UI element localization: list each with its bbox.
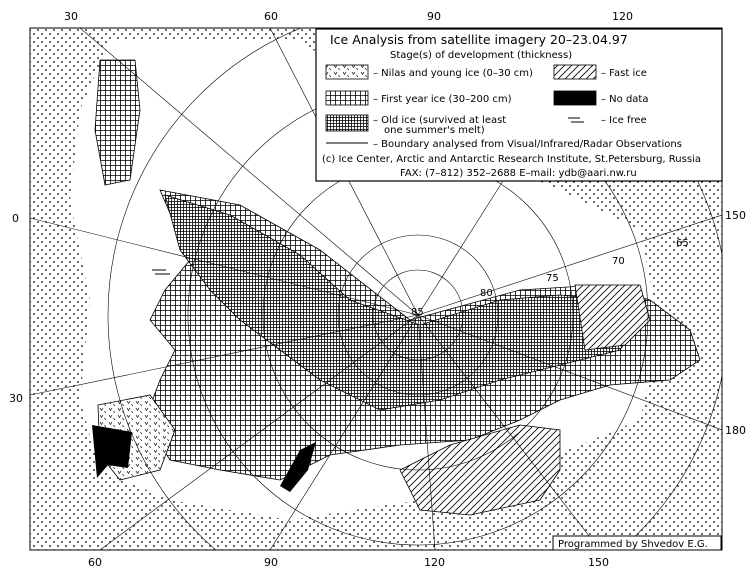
left-label-30: 30 xyxy=(9,392,23,405)
legend-label-nodata: – No data xyxy=(601,94,649,105)
bottom-label-120: 120 xyxy=(424,556,445,569)
lat-label-65: 65 xyxy=(676,238,689,249)
bottom-label-150: 150 xyxy=(588,556,609,569)
legend-label-nilas: – Nilas and young ice (0–30 cm) xyxy=(373,68,533,79)
legend-swatch-fast xyxy=(554,65,596,79)
lat-label-70: 70 xyxy=(612,256,625,267)
legend-label-fast: – Fast ice xyxy=(601,68,647,79)
legend-box xyxy=(316,29,722,181)
bottom-label-60: 60 xyxy=(88,556,102,569)
lat-label-80: 80 xyxy=(480,288,493,299)
legend-swatch-nilas xyxy=(326,65,368,79)
programmed-by-text: Programmed by Shvedov E.G. xyxy=(558,539,708,550)
legend-subtitle: Stage(s) of development (thickness) xyxy=(390,50,573,61)
left-label-0: 0 xyxy=(12,212,19,225)
top-label-120: 120 xyxy=(612,10,633,23)
lat-label-75: 75 xyxy=(546,273,559,284)
legend-label-old-line1: – Old ice (survived at least xyxy=(373,115,507,126)
legend-swatch-old xyxy=(326,115,368,131)
right-label-180: 180 xyxy=(725,424,746,437)
right-label-150: 150 xyxy=(725,209,746,222)
top-label-60: 60 xyxy=(264,10,278,23)
bottom-label-90: 90 xyxy=(264,556,278,569)
legend-label-firstyear: – First year ice (30–200 cm) xyxy=(373,94,512,105)
legend-label-old-line2: one summer's melt) xyxy=(384,125,485,136)
top-label-30: 30 xyxy=(64,10,78,23)
legend-label-icefree: – Ice free xyxy=(601,115,647,126)
legend-contact: FAX: (7–812) 352–2688 E–mail: ydb@aari.nw.ru xyxy=(400,168,637,179)
legend-swatch-nodata xyxy=(554,91,596,105)
programmed-by-box xyxy=(553,536,721,550)
legend-label-boundary: – Boundary analysed from Visual/Infrared/Radar Observations xyxy=(373,139,682,150)
legend-title: Ice Analysis from satellite imagery 20–23.04.97 xyxy=(330,32,628,47)
legend-credit: (c) Ice Center, Arctic and Antarctic Research Institute, St.Petersburg, Russia xyxy=(322,154,701,165)
top-label-90: 90 xyxy=(427,10,441,23)
lat-label-85: 85 xyxy=(411,307,424,318)
legend-swatch-firstyear xyxy=(326,91,368,105)
